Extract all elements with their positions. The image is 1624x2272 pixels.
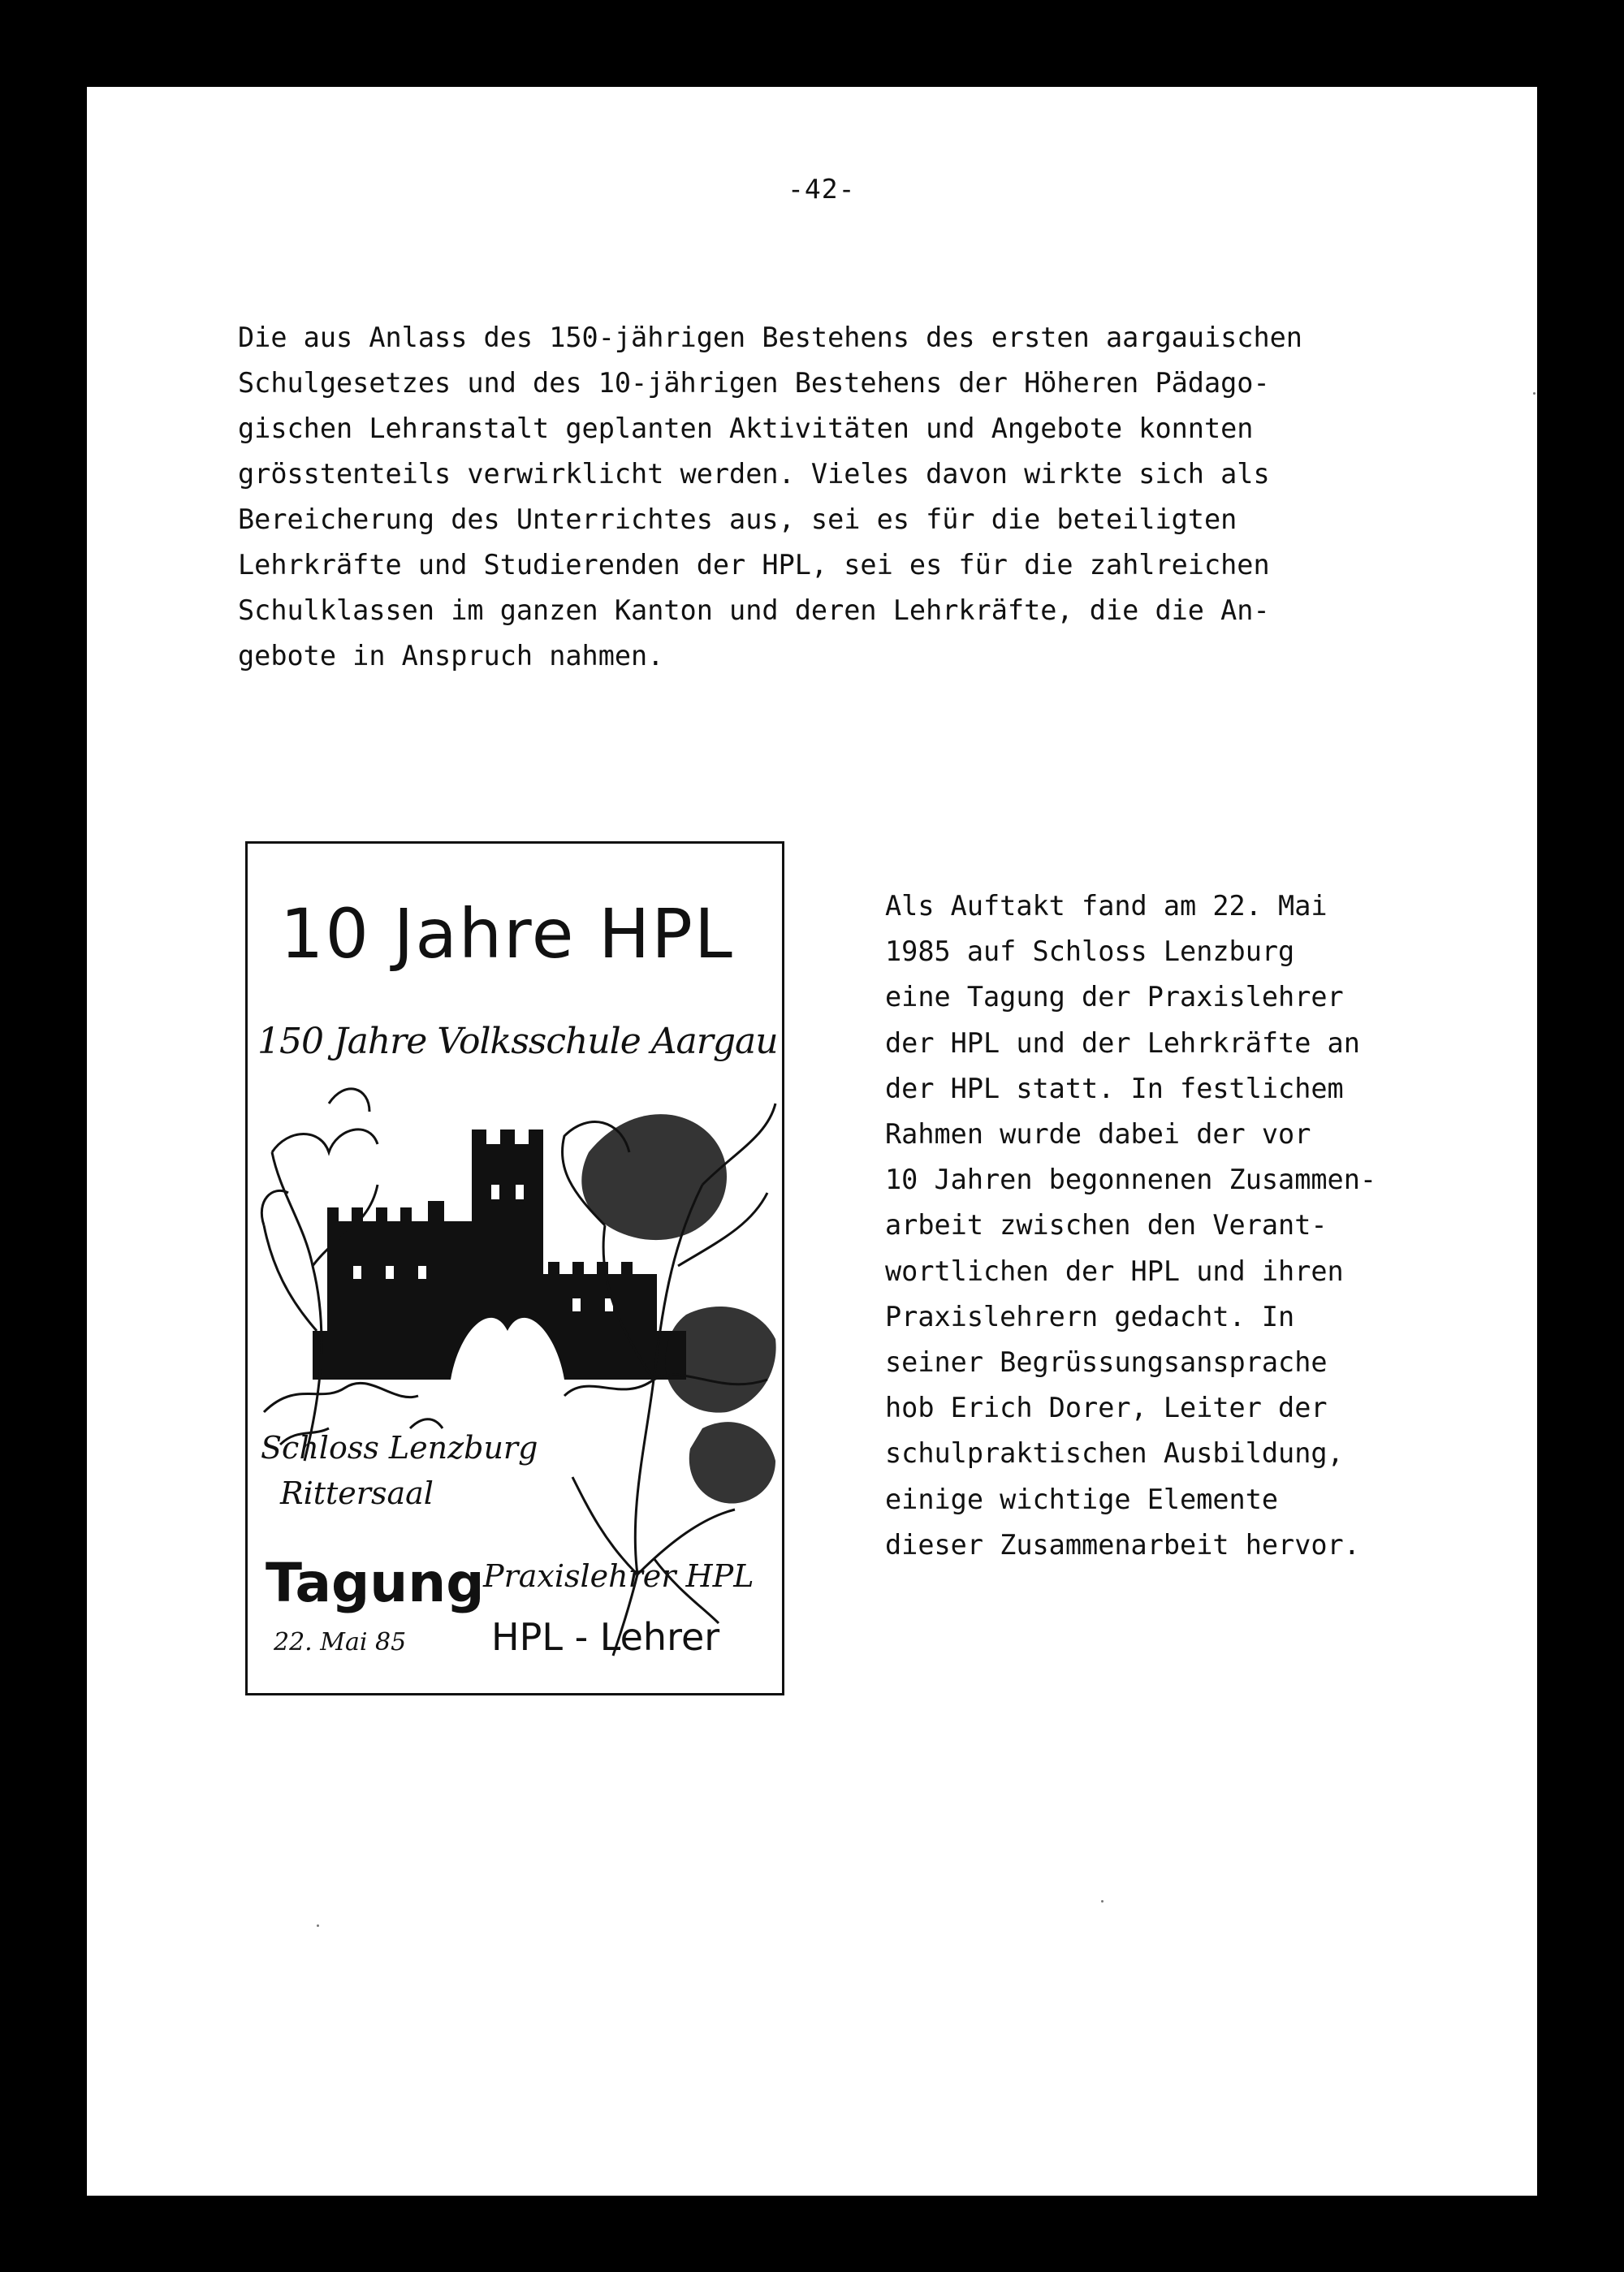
side-line: eine Tagung der Praxislehrer [885, 981, 1344, 1013]
intro-line: Die aus Anlass des 150-jährigen Bestehens des ersten aargauischen [238, 322, 1302, 353]
poster-room: Rittersaal [280, 1475, 434, 1511]
scan-speck [1533, 392, 1535, 395]
intro-line: grösstenteils verwirklicht werden. Vieles davon wirkte sich als [238, 458, 1270, 490]
poster-title: 10 Jahre HPL [280, 894, 734, 974]
side-line: 1985 auf Schloss Lenzburg [885, 935, 1295, 968]
side-line: 10 Jahren begonnenen Zusammen- [885, 1164, 1377, 1196]
side-line: Praxislehrern gedacht. In [885, 1300, 1295, 1333]
poster-audience-2: HPL - Lehrer [491, 1615, 720, 1659]
scan-speck [1101, 1900, 1104, 1903]
side-paragraph [885, 883, 1453, 1568]
poster-location: Schloss Lenzburg [261, 1430, 538, 1466]
intro-line: gischen Lehranstalt geplanten Aktivitäten und Angebote konnten [238, 413, 1254, 444]
side-line: arbeit zwischen den Verant- [885, 1209, 1328, 1242]
side-line: dieser Zusammenarbeit hervor. [885, 1528, 1360, 1561]
poster-event: Tagung [266, 1552, 485, 1614]
intro-line: Schulklassen im ganzen Kanton und deren Lehrkräfte, die die An- [238, 594, 1270, 626]
side-line: der HPL und der Lehrkräfte an [885, 1026, 1360, 1059]
side-line: seiner Begrüssungsansprache [885, 1346, 1328, 1379]
event-poster-illustration [245, 841, 784, 1695]
side-line: wortlichen der HPL und ihren [885, 1255, 1344, 1287]
side-line: einige wichtige Elemente [885, 1483, 1279, 1515]
intro-paragraph [238, 315, 1440, 679]
side-line: der HPL statt. In festlichem [885, 1072, 1344, 1104]
side-line: schulpraktischen Ausbildung, [885, 1437, 1344, 1470]
side-line: Rahmen wurde dabei der vor [885, 1118, 1311, 1151]
intro-line: Schulgesetzes und des 10-jährigen Bestehens der Höheren Pädago- [238, 367, 1270, 399]
intro-line: gebote in Anspruch nahmen. [238, 640, 664, 672]
poster-audience-1: Praxislehrer HPL [483, 1558, 754, 1594]
poster-subtitle: 150 Jahre Volksschule Aargau [257, 1021, 778, 1062]
side-line: hob Erich Dorer, Leiter der [885, 1392, 1328, 1424]
side-line: Als Auftakt fand am 22. Mai [885, 890, 1328, 922]
page-number: -42- [788, 173, 856, 205]
intro-line: Lehrkräfte und Studierenden der HPL, sei es für die zahlreichen [238, 549, 1270, 581]
intro-line: Bereicherung des Unterrichtes aus, sei es für die beteiligten [238, 503, 1237, 535]
scan-speck [317, 1924, 319, 1927]
poster-date: 22. Mai 85 [274, 1628, 407, 1656]
